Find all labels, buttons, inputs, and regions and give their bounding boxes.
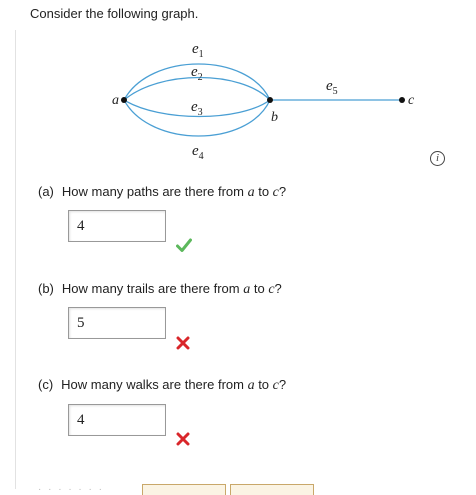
answer-c-input[interactable] xyxy=(68,404,166,436)
svg-text:e1 xyxy=(192,41,204,60)
edge-e5-subscript: 5 xyxy=(332,86,338,97)
svg-text:e5 xyxy=(326,78,338,97)
question-b-to-word: to xyxy=(250,281,269,296)
edge-e4-label: e xyxy=(192,143,199,159)
footer-button-1[interactable] xyxy=(142,484,226,495)
edge-e1-label: e xyxy=(192,41,199,57)
graph-figure xyxy=(0,0,476,180)
question-a xyxy=(38,184,286,201)
vertex-a-label: a xyxy=(112,93,119,108)
answer-b-input[interactable] xyxy=(68,307,166,339)
question-c xyxy=(38,377,286,394)
question-b-from: a xyxy=(243,282,251,297)
svg-text:e4 xyxy=(192,143,204,162)
question-a-from: a xyxy=(247,185,255,200)
truncated-footer-text: · · · · · · · xyxy=(38,484,104,495)
question-a-to-word: to xyxy=(254,184,273,199)
incorrect-x-icon xyxy=(176,432,190,446)
question-a-end: ? xyxy=(278,184,287,199)
edge-e3-subscript: 3 xyxy=(197,107,203,118)
footer-button-2[interactable] xyxy=(230,484,314,495)
answer-a-input[interactable] xyxy=(68,210,166,242)
info-icon[interactable]: i xyxy=(430,151,445,166)
question-a-text: How many paths are there from xyxy=(61,184,248,199)
question-c-end: ? xyxy=(278,377,287,392)
incorrect-x-icon xyxy=(176,336,190,350)
question-b-end: ? xyxy=(274,281,282,296)
question-c-mark: (c) xyxy=(38,377,54,392)
svg-text:e2 xyxy=(191,64,203,83)
question-prompt: Consider the following graph. xyxy=(30,6,199,21)
question-c-from: a xyxy=(247,378,255,393)
question-b-mark: (b) xyxy=(38,281,54,296)
vertex-b-label: b xyxy=(271,110,278,125)
edge-e1-subscript: 1 xyxy=(198,49,204,60)
question-b-to: c xyxy=(268,282,275,297)
question-b-text: How many trails are there from xyxy=(61,281,244,296)
edge-e4-subscript: 4 xyxy=(198,151,204,162)
question-c-to-word: to xyxy=(254,377,273,392)
vertex-b xyxy=(267,97,273,103)
vertex-c-label: c xyxy=(408,93,415,108)
svg-text:e3 xyxy=(191,99,203,118)
question-b xyxy=(38,281,282,298)
question-c-text: How many walks are there from xyxy=(61,377,248,392)
question-a-mark: (a) xyxy=(38,184,54,199)
question-c-to: c xyxy=(272,378,279,393)
question-a-to: c xyxy=(272,185,279,200)
correct-check-icon xyxy=(176,238,192,252)
edge-e3-label: e xyxy=(191,99,198,115)
vertex-a xyxy=(121,97,127,103)
edge-e2-label: e xyxy=(191,64,198,80)
edge-e2-subscript: 2 xyxy=(197,72,203,83)
edge-e5-label: e xyxy=(326,78,333,94)
vertex-c xyxy=(399,97,405,103)
